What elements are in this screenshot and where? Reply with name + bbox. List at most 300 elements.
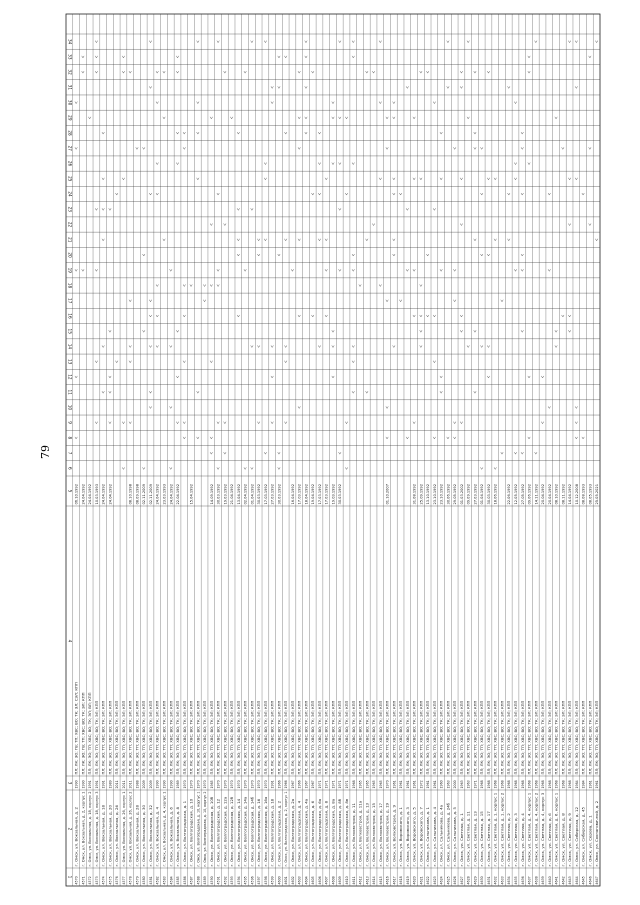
row-codes: ПЛ; ЛК; ЭО; ТП; ХВС; ВО; ТК; ЭЛ; КПП [412, 708, 417, 775]
check-mark [318, 239, 320, 241]
row-codes: ПЛ; ЛК; ЭО; ТП; ХВС; ВО; ТК; ЭЛ; ВЛ; КПП [88, 701, 93, 775]
row-date: 30.06.1992 [446, 485, 451, 505]
row-codes: ПЛ; ЛК; ЭО; ТП; ХВС; ВО; ТК; ЭЛ; КПП [432, 708, 437, 775]
row-codes: ПЛ; ЛК; ЭО; ТП; ХВС; ВО; ТК; ЭЛ; КПП [399, 708, 404, 775]
check-mark [352, 345, 354, 347]
row-address: г. Омск, ул. Волгоградская, д. 6а [317, 807, 322, 867]
check-mark [224, 71, 226, 73]
check-mark [143, 254, 145, 256]
check-mark [122, 71, 124, 73]
row-codes: ПЛ; ЛК; ЭО; ТП; ХВС; ВО; ТК; ЭЛ; КПП [554, 708, 559, 775]
row-address: г. Омск, ул. Светлая, д. 17 [486, 819, 491, 867]
row-year: 1991 [88, 779, 93, 789]
column-number: 16 [67, 313, 73, 319]
row-year: 1991 [270, 779, 275, 789]
row-date: 13.04.1992 [236, 485, 241, 505]
row-number: 4643 [568, 875, 573, 885]
row-number: 4582 [155, 875, 160, 885]
check-mark [460, 86, 462, 88]
check-mark [514, 269, 516, 271]
check-mark [386, 117, 388, 119]
row-address: г. Омск, ул. Волховстроя, д. 9 [392, 813, 397, 867]
row-number: 4576 [115, 875, 120, 885]
check-mark [339, 269, 341, 271]
row-address: г. Омск, ул. Волгоградская, д. 12б [230, 805, 235, 867]
check-mark [237, 208, 239, 210]
check-mark [393, 117, 395, 119]
row-date: 14.11.1992 [534, 485, 539, 505]
row-date: 08.10.1998 [128, 485, 133, 505]
row-year: 2011 [128, 779, 133, 789]
check-mark [339, 208, 341, 210]
check-mark [528, 56, 530, 58]
row-year: 1961 [412, 779, 417, 789]
check-mark [257, 254, 259, 256]
check-mark [176, 56, 178, 58]
row-number: 4601 [284, 875, 289, 885]
row-address: г. Омск, ул. Вокзальная, д. 28 [135, 813, 140, 867]
row-date: 01.03.2002 [459, 485, 464, 505]
row-codes: ПЛ; ЛК; ЭО; ТП; ХВС; ВО; ТК; ЭЛ; КПП [480, 708, 485, 775]
check-mark [210, 361, 212, 363]
check-mark [406, 437, 408, 439]
check-mark [217, 422, 219, 424]
check-mark [413, 269, 415, 271]
check-mark [75, 376, 77, 378]
row-date: 12.05.1992 [513, 485, 518, 505]
row-date: 08.08.1993 [581, 485, 586, 505]
row-date: 19.03.1992 [331, 485, 336, 505]
row-codes: ПЛ; ЛК; ЭО; ТП; ХВС; ВО; ТК; ЭЛ; КПП [121, 708, 126, 775]
check-mark [75, 102, 77, 104]
row-year: 1970 [385, 779, 390, 789]
row-address: г. Омск, ул. Волгоградская, д. 12а [223, 805, 228, 867]
check-mark [109, 376, 111, 378]
row-address: г. Омск, ул. Волгоградская, д. 10, корпус 2 [203, 789, 208, 867]
check-mark [190, 284, 192, 286]
row-address: г. Омск, ул. Волгоградская, д. 8 [324, 809, 329, 867]
row-number: 4633 [500, 875, 505, 885]
row-number: 4575 [108, 875, 113, 885]
row-year: 1985 [209, 779, 214, 789]
row-address: г. Омск, ул. Волгоградская, д. 16 [257, 807, 262, 867]
check-mark [318, 193, 320, 195]
check-mark [521, 132, 523, 134]
row-date: 22.04.1992 [176, 485, 181, 505]
row-address: г. Омск, ул. Серова, д. 1 [588, 823, 593, 867]
check-mark [501, 452, 503, 454]
check-mark [183, 147, 185, 149]
row-date: 08.09.1998 [135, 485, 140, 505]
check-mark [264, 452, 266, 454]
check-mark [589, 56, 591, 58]
row-year: 1968 [486, 779, 491, 789]
row-codes: ПЛ; ЛК; ЭО; ТП; ХВС; ВО; ТК; ЭЛ; КПП [148, 708, 153, 775]
row-year: 1971 [345, 779, 350, 789]
check-mark [183, 132, 185, 134]
check-mark [271, 345, 273, 347]
check-mark [474, 132, 476, 134]
check-mark [291, 269, 293, 271]
row-number: 4600 [277, 875, 282, 885]
row-year: 1961 [588, 779, 593, 789]
row-codes: ПЛ; ЛК; ЭО; ТП; ХВС; ВО; ТК; ЭЛ; КПП [182, 708, 187, 775]
row-address: г. Омск, ул. Сальникова, д. 4 [432, 814, 437, 867]
check-mark [298, 117, 300, 119]
check-mark [393, 193, 395, 195]
row-codes: ПЛ; ЛК; ЭО; ТП; ХВС; ВО; ТК; ЭЛ; КПП [128, 708, 133, 775]
row-codes: ПЛ; ЛК; ЭО; ТП; ХВС; ВО; ТК; ЭЛ; КПП [115, 708, 120, 775]
check-mark [548, 193, 550, 195]
row-date: 24.04.1992 [88, 485, 93, 505]
row-year: 1991 [101, 779, 106, 789]
row-date: 19.04.1992 [311, 485, 316, 505]
row-address: г. Омск, ул. Светлая, д. 8 [561, 821, 566, 867]
row-number: 4596 [250, 875, 255, 885]
row-number: 4642 [561, 875, 566, 885]
check-mark [352, 254, 354, 256]
row-number: 4630 [480, 875, 485, 885]
row-codes: ПЛ; ЛК; ЭО; ТП; ХВС; ВО; ТК; ЭЛ; КПП [230, 708, 235, 775]
check-mark [366, 391, 368, 393]
row-address: г. Омск, ул. Волгоградская, д. 16а [263, 805, 268, 867]
check-mark [487, 71, 489, 73]
check-mark [453, 269, 455, 271]
check-mark [433, 437, 435, 439]
row-address: г. Омск, ул. Светлая, д. 2 [507, 821, 512, 867]
row-number: 4599 [270, 875, 275, 885]
row-date: 19.03.1992 [223, 485, 228, 505]
row-number: 4579 [135, 875, 140, 885]
check-mark [406, 208, 408, 210]
check-mark [508, 239, 510, 241]
row-date: 25.05.2021 [595, 485, 600, 505]
row-codes: ПЛ; ЛК; ЭО; ТП; ХВС; ВО; ТК; ЭЛ; КПП [243, 708, 248, 775]
row-date: 30.03.1992 [277, 485, 282, 505]
check-mark [284, 345, 286, 347]
check-mark [318, 345, 320, 347]
row-number: 4612 [358, 875, 363, 885]
check-mark [271, 376, 273, 378]
check-mark [433, 208, 435, 210]
row-year: 1968 [513, 779, 518, 789]
row-codes: ПЛ; ЛК; ЭО; ТП; ХВС; ВО; ТК; ЭЛ; КПП [196, 708, 201, 775]
check-mark [406, 269, 408, 271]
row-year: 1970 [257, 779, 262, 789]
check-mark [82, 56, 84, 58]
row-year: 1967 [311, 779, 316, 789]
row-number: 4613 [365, 875, 370, 885]
check-mark [284, 239, 286, 241]
row-year: 1968 [534, 779, 539, 789]
row-number: 4589 [203, 875, 208, 885]
row-year: 1968 [351, 779, 356, 789]
check-mark [393, 254, 395, 256]
check-mark [163, 239, 165, 241]
row-year: 1971 [324, 779, 329, 789]
check-mark [521, 269, 523, 271]
row-number: 4610 [345, 875, 350, 885]
row-codes: ПЛ; ЛК; ЭО; ТП; ХВС; ВО; ТК; ЭЛ; КПП [486, 708, 491, 775]
check-mark [176, 132, 178, 134]
check-mark [521, 254, 523, 256]
row-number: 4606 [317, 875, 322, 885]
row-address: г. Омск, ул. Воровского, д. 7 [419, 815, 424, 867]
check-mark [332, 163, 334, 165]
check-mark [278, 56, 280, 58]
row-year: 1961 [405, 779, 410, 789]
row-number: 4620 [412, 875, 417, 885]
row-year: 2009 [142, 779, 147, 789]
check-mark [305, 117, 307, 119]
check-mark [251, 208, 253, 210]
row-date: 27.05.1992 [520, 485, 525, 505]
check-mark [75, 147, 77, 149]
row-address: г. Омск, ул. Вокзальная, д. 2, корпус 1 [81, 797, 86, 867]
column-number: 10 [67, 404, 73, 411]
check-mark [521, 193, 523, 195]
column-number: 24 [67, 191, 73, 197]
row-number: 4645 [581, 875, 586, 885]
row-codes: ПЛ; ЛК; ЭО; ТП; ХВС; ВО; ТК; ЭЛ; КПП [101, 708, 106, 775]
row-year: 1965 [365, 779, 370, 789]
column-number: 13 [67, 359, 73, 365]
row-codes: ПЛ; ЛК; ЭО; ТП; ХВС; ВО; ТК; ЭЛ; КПП [372, 708, 377, 775]
row-codes: ПЛ; ЛК; ЭО; ГВ; ТП; ХВС; ВО; ТК; ЭЛ; КПП [81, 701, 86, 775]
row-address: г. Омск, ул. Светлая, д. 4, корпус 3 [541, 803, 546, 867]
row-date: 13.10.1992 [426, 485, 431, 505]
row-year: 1971 [331, 779, 336, 789]
check-mark [393, 239, 395, 241]
row-codes: ПЛ; ЛК; ЭО; ТП; ХВС; ВО; ТК; ЭЛ; КПП [365, 708, 370, 775]
check-mark [115, 361, 117, 363]
check-mark [149, 391, 151, 393]
check-mark [487, 345, 489, 347]
row-address: г. Омск, ул. Волховстроя, д. 17 [378, 811, 383, 867]
check-mark [102, 391, 104, 393]
check-mark [372, 71, 374, 73]
check-mark [339, 117, 341, 119]
check-mark [224, 224, 226, 226]
check-mark [393, 102, 395, 104]
check-mark [264, 239, 266, 241]
check-mark [170, 406, 172, 408]
rotated-table [66, 14, 600, 886]
row-codes: ПЛ; ЛК; ЭО; ТП; ХВС; ВО; ТК; ЭЛ; КПП [297, 708, 302, 775]
check-mark [217, 284, 219, 286]
check-mark [312, 71, 314, 73]
row-address: г. Омск, ул. Волгоградская, д. 10, корпус 1 [196, 789, 201, 867]
check-mark [298, 147, 300, 149]
row-year: 1970 [250, 779, 255, 789]
check-mark [251, 41, 253, 43]
row-year: 1968 [500, 779, 505, 789]
check-mark [372, 224, 374, 226]
column-number: 21 [67, 237, 73, 243]
row-date: 29.05.1992 [453, 485, 458, 505]
check-mark [163, 71, 165, 73]
check-mark [224, 422, 226, 424]
check-mark [386, 437, 388, 439]
row-number: 4628 [466, 875, 471, 885]
check-mark [325, 178, 327, 180]
row-date: 30.03.1992 [257, 485, 262, 505]
row-address: г. Омск, ул. Волгоградская, д. 8б [338, 807, 343, 867]
check-mark [332, 345, 334, 347]
row-codes: ПЛ; ЛК; ЭО; ТП; ХВС; ВО; ТК; ЭЛ; КПП [331, 708, 336, 775]
row-number: 4583 [162, 875, 167, 885]
row-year: 1967 [304, 779, 309, 789]
row-date: 25.09.1992 [419, 485, 424, 505]
column-number: 4 [67, 639, 73, 643]
check-mark [339, 41, 341, 43]
check-mark [197, 391, 199, 393]
row-date: 27.03.1992 [270, 485, 275, 505]
check-mark [183, 361, 185, 363]
row-number: 4624 [439, 875, 444, 885]
check-mark [75, 437, 77, 439]
row-number: 4634 [507, 875, 512, 885]
column-number: 6 [67, 467, 73, 470]
row-codes: ПЛ; ЛК; ЭО; ТП; ХВС; ВО; ТК; ЭЛ; КПП [203, 708, 208, 775]
check-mark [305, 56, 307, 58]
row-codes: ПЛ; ЛК; ЭО; ТП; ХВС; ВО; ТК; ЭЛ; КПП [351, 708, 356, 775]
check-mark [440, 391, 442, 393]
row-address: г. Омск, ул. Волгоградская, д. 4а [304, 807, 309, 867]
column-number: 32 [67, 69, 73, 75]
check-mark [102, 208, 104, 210]
check-mark [481, 254, 483, 256]
row-codes: ПЛ; ЛК; ЭО; ТП; ХВС; ВО; ТК; ЭЛ; КПП [189, 708, 194, 775]
row-address: г. Омск, ул. Волховстроя, д. 11 [351, 811, 356, 867]
row-codes: ПЛ; ЛК; ЭО; ГВ; ТП; ХВС; ВО; ТК; ЭЛ; СЭЛ; КПП [74, 691, 79, 775]
check-mark [224, 452, 226, 454]
check-mark [514, 178, 516, 180]
column-number: 34 [67, 38, 73, 45]
row-number: 4592 [223, 875, 228, 885]
row-date: 01.10.2007 [385, 485, 390, 505]
check-mark [399, 300, 401, 302]
check-mark [149, 193, 151, 195]
row-year: 1961 [399, 779, 404, 789]
row-date: 27.03.1992 [473, 485, 478, 505]
row-number: 4593 [230, 875, 235, 885]
row-year: 1971 [473, 779, 478, 789]
column-number: 26 [67, 160, 73, 167]
row-number: 4607 [324, 875, 329, 885]
check-mark [447, 86, 449, 88]
row-address: г. Омск, ул. Волгоградская, д. 10 [189, 807, 194, 867]
check-mark [494, 178, 496, 180]
check-mark [352, 41, 354, 43]
check-mark [426, 71, 428, 73]
column-number: 18 [67, 282, 73, 289]
row-codes: ПЛ; ЛК; ЭО; ТП; ХВС; ВО; ТК; ЭЛ; КПП [257, 708, 262, 775]
row-number: 4597 [257, 875, 262, 885]
check-mark [197, 102, 199, 104]
row-number: 4625 [446, 875, 451, 885]
check-mark [251, 345, 253, 347]
row-date: 02.04.1992 [243, 485, 248, 505]
row-codes: ПЛ; ЛК; ЭО; ТП; ХВС; ВО; ТК; ЭЛ; КПП [534, 708, 539, 775]
row-address: г. Омск, ул. Вокзальная, д. 20 [108, 813, 113, 867]
check-mark [413, 117, 415, 119]
row-address: г. Омск, ул. Светлая, д. 1, корпус 2 [500, 803, 505, 867]
check-mark [284, 422, 286, 424]
row-date: 30.03.1992 [216, 485, 221, 505]
check-mark [251, 467, 253, 469]
row-address: г. Омск, ул. Вокзальная, д. 8 [176, 815, 181, 867]
row-year: 1972 [419, 779, 424, 789]
row-year: 1990 [169, 779, 174, 789]
check-mark [508, 86, 510, 88]
row-date: 17.03.1992 [297, 485, 302, 505]
column-number: 8 [67, 436, 73, 440]
row-year: 1968 [541, 779, 546, 789]
check-mark [562, 147, 564, 149]
check-mark [555, 330, 557, 332]
check-mark [460, 224, 462, 226]
row-year: 1984 [574, 779, 579, 789]
check-mark [440, 376, 442, 378]
check-mark [426, 254, 428, 256]
row-codes: ПЛ; ЛК; ЭО; ТП; ХВС; ВО; ТК; ЭЛ; КПП [547, 708, 552, 775]
row-number: 4640 [547, 875, 552, 885]
row-number: 4616 [385, 875, 390, 885]
check-mark [440, 269, 442, 271]
check-mark [102, 178, 104, 180]
check-mark [345, 193, 347, 195]
row-year: 1965 [372, 779, 377, 789]
check-mark [156, 284, 158, 286]
row-year: 1963 [459, 779, 464, 789]
check-mark [339, 452, 341, 454]
check-mark [467, 41, 469, 43]
row-year: 1990 [74, 779, 79, 789]
row-address: г. Омск, ул. Светлая, д. 1 [459, 821, 464, 867]
row-address: г. Омск, ул. Волховстроя, д. 11а [358, 809, 363, 867]
check-mark [447, 437, 449, 439]
row-date: 14.09.1992 [209, 485, 214, 505]
check-mark [156, 102, 158, 104]
row-date: 16.04.1992 [290, 485, 295, 505]
check-mark [541, 422, 543, 424]
column-number: 3 [67, 781, 73, 785]
column-number: 5 [67, 489, 73, 493]
check-mark [460, 178, 462, 180]
check-mark [183, 284, 185, 286]
check-mark [352, 391, 354, 393]
check-mark [149, 86, 151, 88]
check-mark [352, 269, 354, 271]
check-mark [149, 300, 151, 302]
row-year: 1966 [297, 779, 302, 789]
row-codes: ПЛ; ЛК; ЭО; ТП; ХВС; ВО; ТК; ЭЛ; КПП [466, 708, 471, 775]
check-mark [474, 71, 476, 73]
column-number: 27 [67, 145, 73, 151]
row-year: 1990 [81, 779, 86, 789]
check-mark [210, 437, 212, 439]
check-mark [210, 224, 212, 226]
row-date: 02.11.2009 [148, 485, 153, 505]
check-mark [264, 163, 266, 165]
check-mark [582, 193, 584, 195]
row-number: 4635 [513, 875, 518, 885]
row-number: 4590 [209, 875, 214, 885]
check-mark [339, 163, 341, 165]
check-mark [102, 345, 104, 347]
check-mark [501, 300, 503, 302]
